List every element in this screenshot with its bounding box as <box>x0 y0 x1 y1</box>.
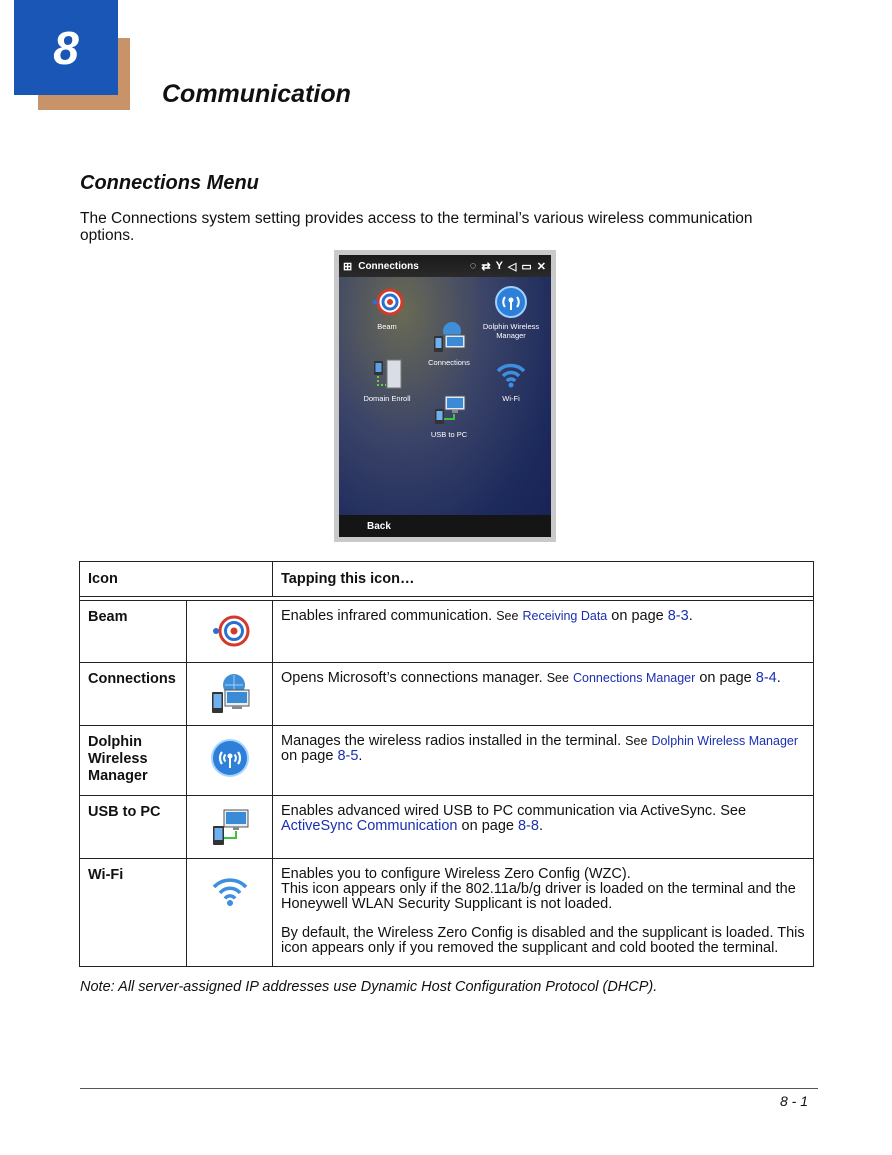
table-header-row <box>80 562 814 597</box>
wireless-manager-icon <box>494 285 528 319</box>
dhcp-note: Note: All server-assigned IP addresses use Dynamic Host Configuration Protocol (DHCP). <box>80 979 658 995</box>
usb-to-pc-icon <box>432 393 466 427</box>
device-title: Connections <box>358 260 419 272</box>
volume-icon[interactable]: ◁ <box>507 260 517 273</box>
wifi-icon <box>494 357 528 391</box>
link-page-8-3[interactable]: 8-3 <box>667 608 689 624</box>
intro-paragraph: The Connections system setting provides access to the terminal’s various wireless communication options. <box>80 210 753 244</box>
link-page-8-8[interactable]: 8-8 <box>517 818 539 834</box>
link-activesync-communication[interactable]: ActiveSync Communication <box>281 818 458 834</box>
row-desc-wifi: Enables you to configure Wireless Zero Config (WZC). This icon appears only if the 802.11a/b/g driver is loaded on the terminal and the Honeywell WLAN Security Supplicant is not loaded. By default, the Wireless Zero Config is disabled and the supplicant is loaded. This icon appears only if you removed the supplicant and cold booted the terminal. <box>273 859 814 967</box>
link-receiving-data[interactable]: Receiving Data <box>522 609 608 623</box>
connections-icon <box>432 321 466 355</box>
row-desc-beam: Enables infrared communication. See Receiving Data on page 8-3. <box>273 601 814 663</box>
table-row <box>80 601 814 663</box>
device-app-beam[interactable]: Beam <box>355 285 419 331</box>
wireless-manager-icon <box>187 726 272 778</box>
beam-icon <box>370 285 404 319</box>
link-page-8-5[interactable]: 8-5 <box>337 748 359 764</box>
row-name-connections: Connections <box>80 663 187 726</box>
row-desc-usb-to-pc: Enables advanced wired USB to PC communication via ActiveSync. See ActiveSync Communication on page 8-8. <box>273 796 814 859</box>
connections-icon <box>187 663 272 715</box>
table-row <box>80 726 814 796</box>
domain-enroll-icon <box>370 357 404 391</box>
row-name-wifi: Wi-Fi <box>80 859 187 967</box>
link-connections-manager[interactable]: Connections Manager <box>573 671 696 685</box>
link-dolphin-wireless-manager[interactable]: Dolphin Wireless Manager <box>651 734 799 748</box>
connections-icon-table <box>79 561 814 967</box>
back-softkey[interactable]: Back <box>339 515 551 537</box>
link-page-8-4[interactable]: 8-4 <box>755 670 777 686</box>
row-name-beam: Beam <box>80 601 187 663</box>
windows-start-icon[interactable]: ⊞ <box>343 260 353 273</box>
table-row <box>80 859 814 967</box>
usb-to-pc-icon <box>187 796 272 846</box>
wifi-icon <box>187 859 272 907</box>
row-desc-wireless-manager: Manages the wireless radios installed in the terminal. See Dolphin Wireless Manager on page 8-5. <box>273 726 814 796</box>
beam-icon <box>187 601 272 649</box>
table-row <box>80 663 814 726</box>
section-title: Connections Menu <box>80 172 259 194</box>
device-app-usb-to-pc[interactable]: USB to PC <box>417 393 481 439</box>
table-row <box>80 796 814 859</box>
chapter-title: Communication <box>162 80 351 108</box>
signal-off-icon[interactable]: Y <box>495 259 503 272</box>
chapter-number: 8 <box>14 0 118 95</box>
row-name-usb-to-pc: USB to PC <box>80 796 187 859</box>
table-header-action: Tapping this icon… <box>273 562 814 597</box>
device-screen <box>339 255 551 537</box>
row-desc-connections: Opens Microsoft’s connections manager. See Connections Manager on page 8-4. <box>273 663 814 726</box>
device-app-connections[interactable]: Connections <box>417 321 481 367</box>
device-screenshot <box>334 250 556 542</box>
device-status-bar <box>339 255 551 277</box>
table-header-icon: Icon <box>80 562 273 597</box>
device-app-wifi[interactable]: Wi-Fi <box>479 357 543 403</box>
row-name-wireless-manager: Dolphin Wireless Manager <box>80 726 187 796</box>
device-app-domain-enroll[interactable]: Domain Enroll <box>355 357 419 403</box>
device-app-wireless-manager[interactable]: Dolphin Wireless Manager <box>479 285 543 340</box>
close-icon[interactable]: ✕ <box>536 260 546 273</box>
footer-divider <box>80 1088 818 1089</box>
page-number: 8 - 1 <box>780 1093 809 1109</box>
sync-arrows-icon[interactable]: ⇄ <box>481 260 491 273</box>
battery-icon[interactable]: ▭ <box>521 260 532 273</box>
message-icon[interactable]: ◌ <box>469 259 477 272</box>
